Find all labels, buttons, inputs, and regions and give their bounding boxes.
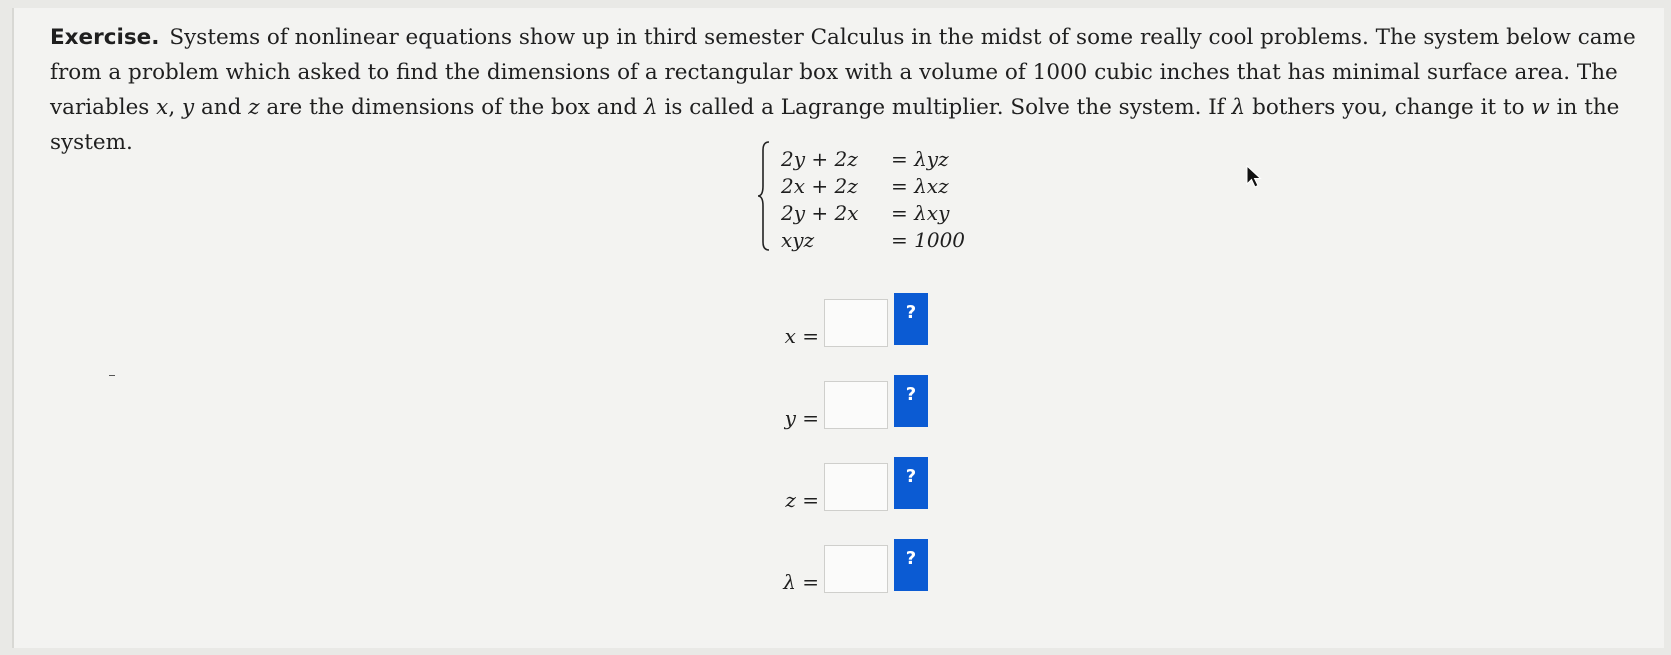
answer-label-z: z = [785,488,819,512]
eq3-rhs: = λxy [891,201,950,225]
left-brace [757,140,771,252]
eq1-rhs: = λyz [891,147,949,171]
y-input[interactable] [824,381,888,429]
eq4-lhs: xyz [781,228,815,252]
equation-grid [781,146,991,253]
help-button-x[interactable]: ? [894,293,928,345]
answer-row-lambda [714,539,954,595]
help-button-z[interactable]: ? [894,457,928,509]
answer-label-lambda: λ = [783,570,819,594]
eq3-lhs: 2y + 2x [781,201,859,225]
answer-row-y [714,375,954,431]
help-button-y[interactable]: ? [894,375,928,427]
exercise-lead: Exercise. [50,25,160,50]
help-button-lambda[interactable]: ? [894,539,928,591]
z-input[interactable] [824,463,888,511]
problem-page [12,8,1664,648]
lambda-input[interactable] [824,545,888,593]
answer-label-y: y = [784,406,819,430]
eq2-lhs: 2x + 2z [781,174,858,198]
answer-label-x: x = [784,324,819,348]
eq1-lhs: 2y + 2z [781,147,858,171]
x-input[interactable] [824,299,888,347]
eq4-rhs: = 1000 [891,228,966,252]
answer-row-x [714,293,954,349]
mouse-cursor-icon [1246,165,1264,189]
exercise-text: Exercise. Systems of nonlinear equations show up in third semester Calculus in the midst of some really cool problems. The system below came from a problem which asked to find the dimensions of a rectangular box with a volume of 1000 cubic inches that has minimal surface area. The variables x, y and z are the dimensions of the box and λ is called a Lagrange multiplier. Solve the system. If λ bothers you, change it to w in the system. [50,25,1636,155]
stray-mark [109,375,115,376]
answer-row-z [714,457,954,513]
eq2-rhs: = λxz [891,174,949,198]
